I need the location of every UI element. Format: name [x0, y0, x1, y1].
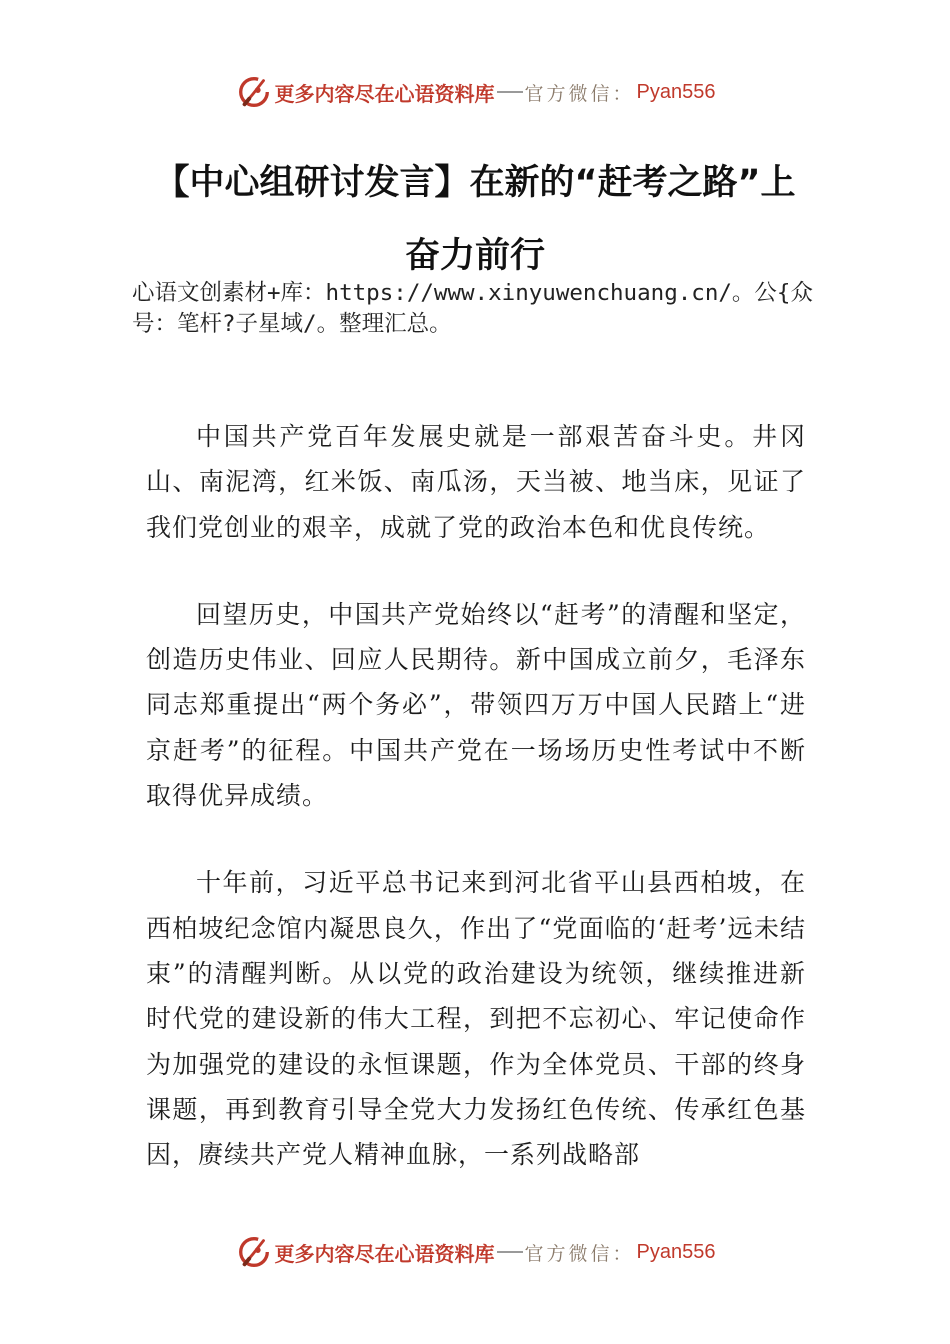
source-note: 心语文创素材+库：https://www.xinyuwenchuang.cn/。公{众号：笔杆?子星域/。整理汇总。 — [132, 280, 813, 337]
body-paragraph-1: 中国共产党百年发展史就是一部艰苦奋斗史。井冈山、南泥湾，红米饭、南瓜汤，天当被、地当床，见证了我们党创业的艰辛，成就了党的政治本色和优良传统。 — [146, 422, 806, 542]
banner-brand-text: 更多内容尽在心语资料库 — [274, 81, 495, 106]
document-title-line1: 【中心组研讨发言】在新的“赶考之路”上 — [154, 163, 796, 203]
body-paragraph-3: 十年前，习近平总书记来到河北省平山县西柏坡，在西柏坡纪念馆内凝思良久，作出了“党面临的‘赶考’远未结束”的清醒判断。从以党的政治建设为统领，继续推进新时代党的建设新的伟大工程，到把不忘初心、牢记使命作为加强党的建设的永恒课题，作为全体党员、干部的终身课题，再到教育引导全党大力发扬红色传统、传承红色基因，赓续共产党人精神血脉，一系列战略部 — [146, 868, 806, 1170]
document-body — [146, 414, 806, 1177]
banner-wechat-id: Pyan556 — [636, 1240, 716, 1263]
banner-wechat-id: Pyan556 — [636, 80, 716, 103]
footer-banner — [0, 1230, 950, 1274]
brush-logo-icon — [235, 73, 273, 111]
banner-brand-text: 更多内容尽在心语资料库 — [274, 1241, 495, 1266]
banner-wechat-label: 官方微信： — [524, 1242, 635, 1265]
header-banner — [0, 70, 950, 114]
banner-dash — [497, 1251, 523, 1253]
document-title-line2: 奋力前行 — [404, 236, 545, 276]
brush-logo-icon — [235, 1233, 273, 1271]
banner-dash — [497, 91, 523, 93]
body-paragraph-2: 回望历史，中国共产党始终以“赶考”的清醒和坚定，创造历史伟业、回应人民期待。新中国成立前夕，毛泽东同志郑重提出“两个务必”，带领四万万中国人民踏上“进京赶考”的征程。中国共产党在一场场历史性考试中不断取得优异成绩。 — [146, 599, 806, 811]
banner-wechat-label: 官方微信： — [524, 82, 635, 105]
